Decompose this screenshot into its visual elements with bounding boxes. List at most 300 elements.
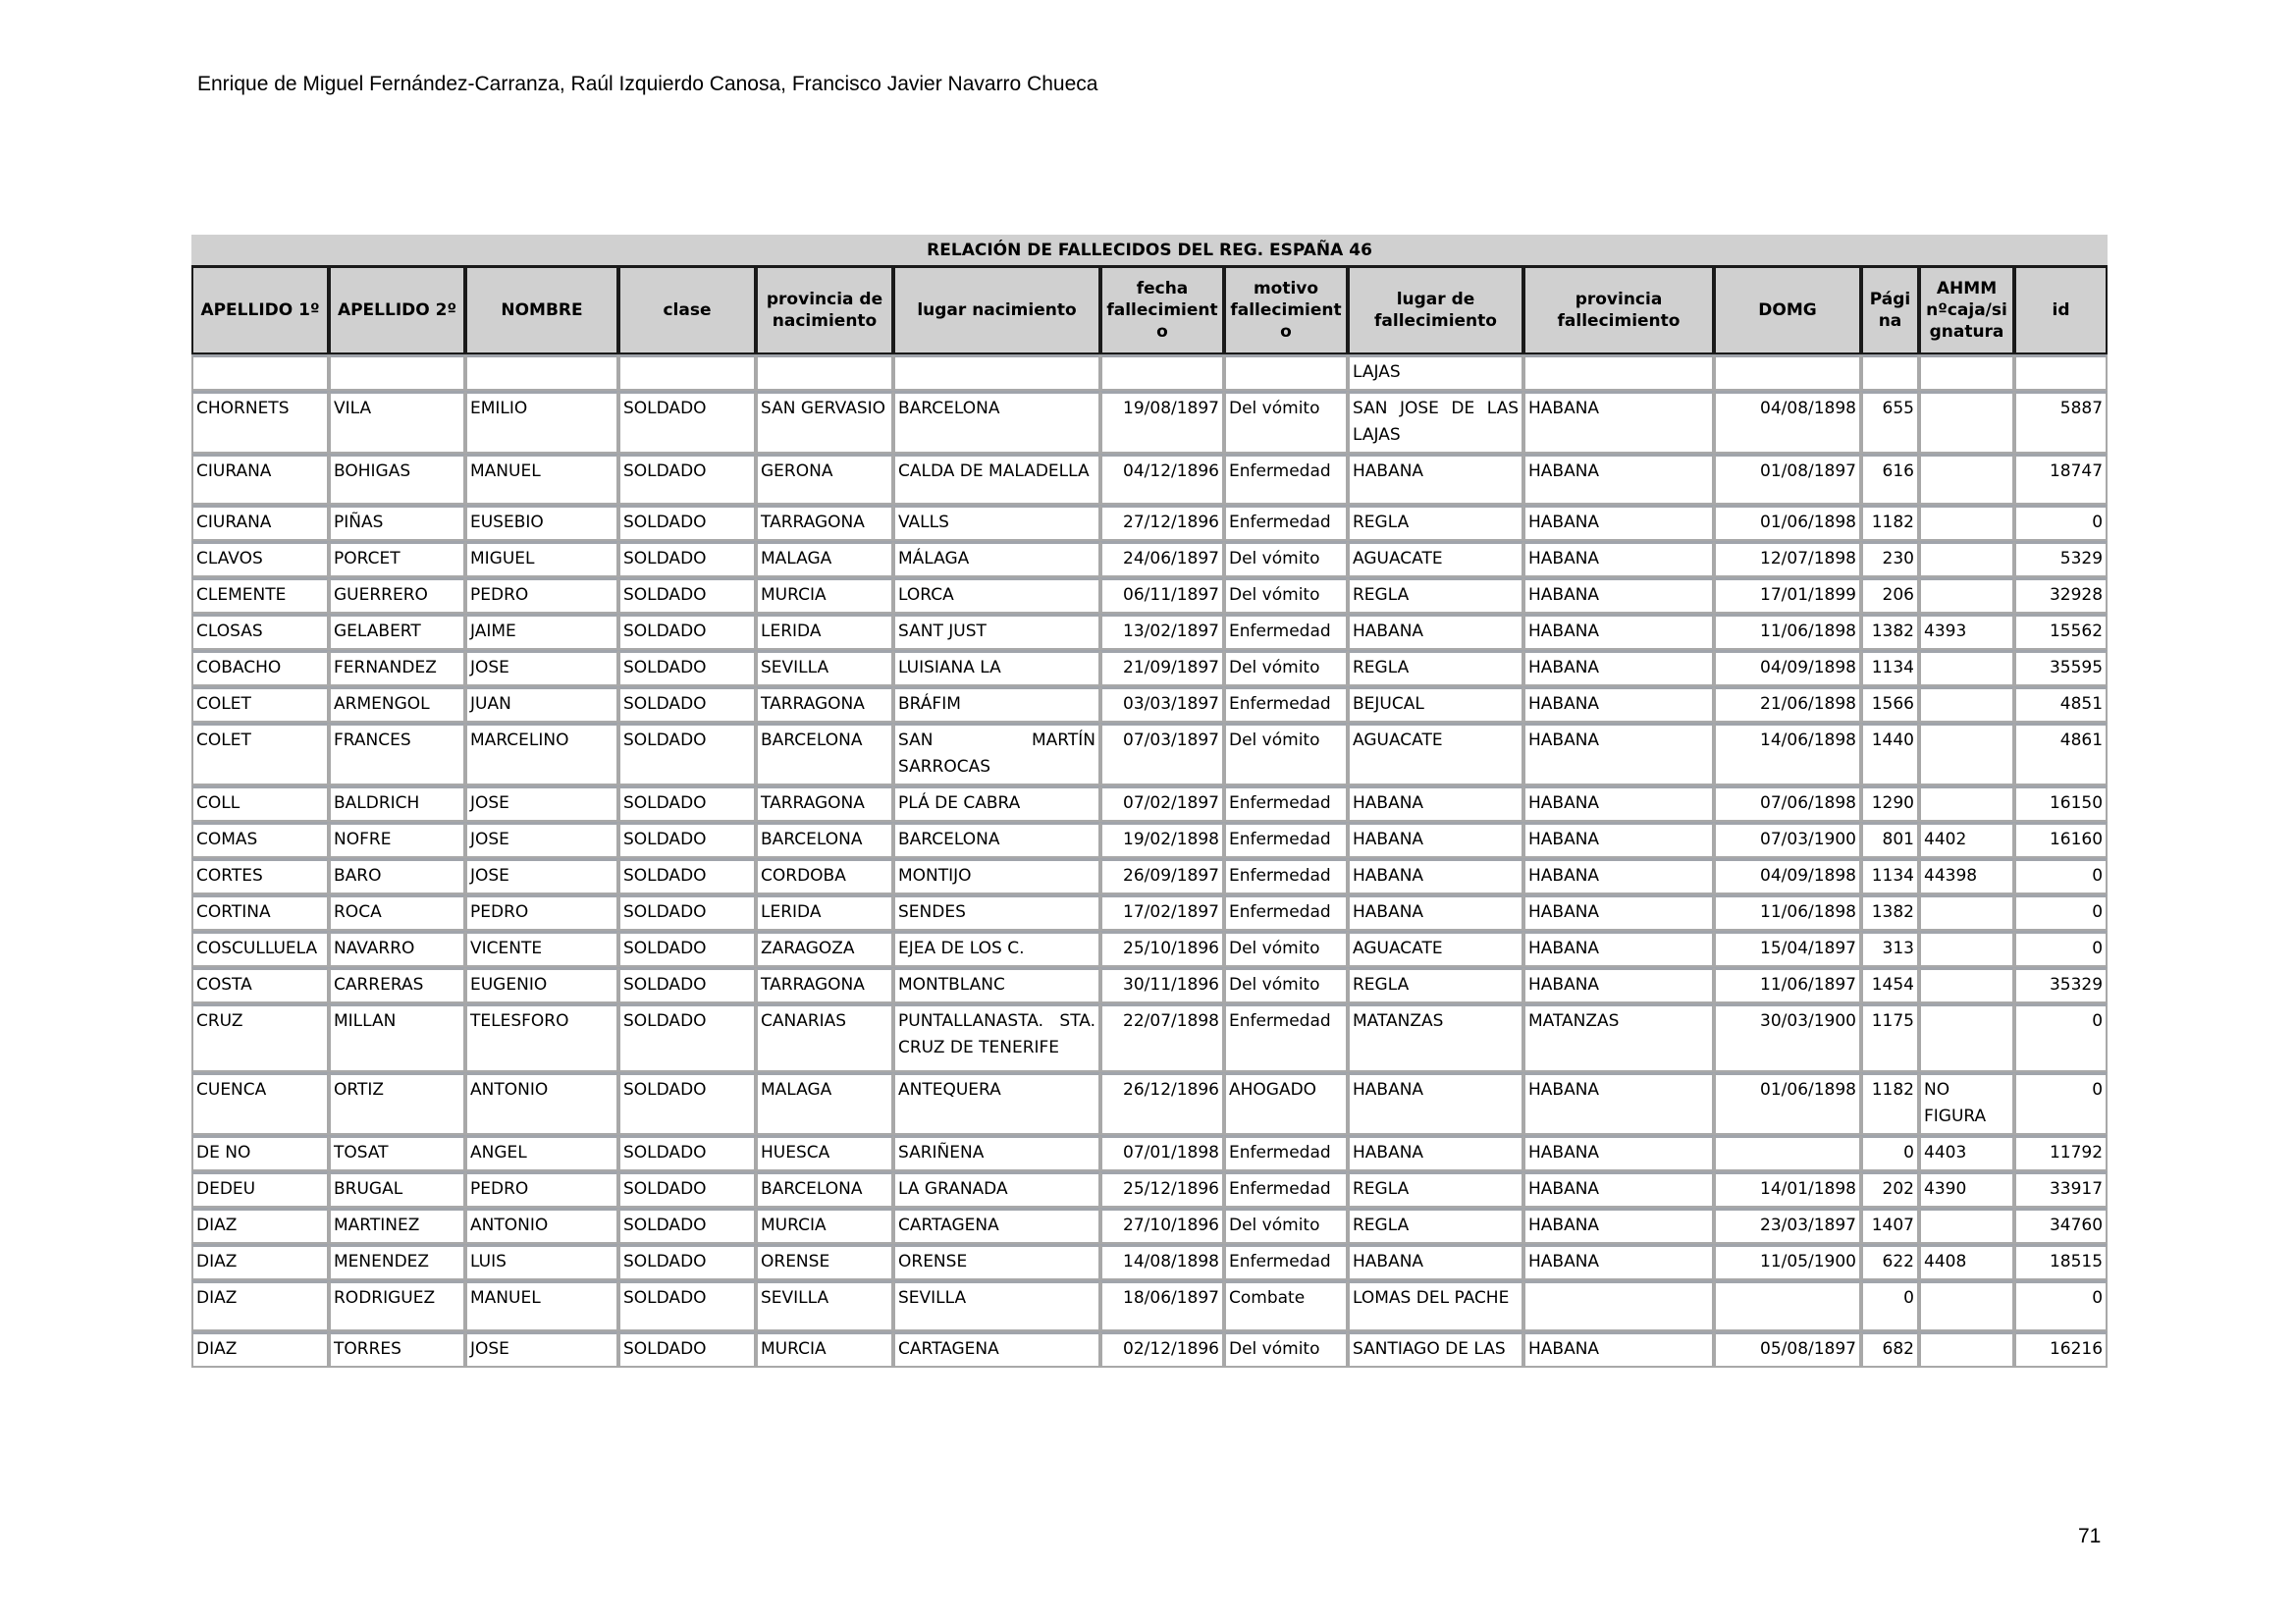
cell-pagina: 801 [1861,822,1919,858]
cell-apellido-2: FERNANDEZ [329,650,465,686]
cell-lugar-fallecimiento: MATANZAS [1348,1003,1523,1072]
cell-nombre: ANTONIO [465,1072,618,1135]
cell-clase: SOLDADO [618,822,756,858]
cell-ahmm-signatura [1919,354,2014,391]
cell-apellido-2 [329,354,465,391]
cell-apellido-1: CLOSAS [191,614,329,650]
cell-id: 33917 [2014,1171,2108,1208]
column-header-nombre: NOMBRE [465,265,618,354]
column-header-domg: DOMG [1714,265,1861,354]
cell-apellido-1: COMAS [191,822,329,858]
cell-motivo-fallecimiento: AHOGADO [1224,1072,1348,1135]
cell-nombre: JOSE [465,1331,618,1368]
cell-apellido-1: CUENCA [191,1072,329,1135]
cell-motivo-fallecimiento: Del vómito [1224,723,1348,785]
cell-apellido-1: CRUZ [191,1003,329,1072]
cell-apellido-2: MENENDEZ [329,1244,465,1280]
cell-apellido-1: CORTES [191,858,329,894]
cell-pagina [1861,354,1919,391]
cell-clase: SOLDADO [618,1003,756,1072]
cell-apellido-1: CIURANA [191,505,329,541]
cell-domg: 21/06/1898 [1714,686,1861,723]
cell-ahmm-signatura [1919,541,2014,577]
cell-nombre: PEDRO [465,894,618,931]
cell-provincia-nacimiento: MURCIA [756,1208,893,1244]
cell-provincia-nacimiento: ZARAGOZA [756,931,893,967]
cell-nombre: MANUEL [465,1280,618,1331]
cell-pagina: 1382 [1861,614,1919,650]
cell-nombre: JOSE [465,785,618,822]
cell-provincia-nacimiento: CORDOBA [756,858,893,894]
cell-provincia-fallecimiento [1523,1280,1714,1331]
cell-ahmm-signatura [1919,1003,2014,1072]
cell-motivo-fallecimiento: Enfermedad [1224,894,1348,931]
cell-fecha-fallecimiento: 19/08/1897 [1100,391,1224,454]
cell-lugar-nacimiento: BARCELONA [893,822,1100,858]
cell-clase: SOLDADO [618,1244,756,1280]
table-title: RELACIÓN DE FALLECIDOS DEL REG. ESPAÑA 46 [191,235,2108,265]
table-body [191,354,2108,1368]
cell-pagina: 1566 [1861,686,1919,723]
cell-provincia-fallecimiento [1523,354,1714,391]
cell-nombre: EUGENIO [465,967,618,1003]
cell-motivo-fallecimiento: Del vómito [1224,650,1348,686]
cell-motivo-fallecimiento: Combate [1224,1280,1348,1331]
cell-provincia-fallecimiento: HABANA [1523,541,1714,577]
table-row [191,1244,2108,1280]
cell-lugar-fallecimiento: REGLA [1348,1208,1523,1244]
cell-apellido-1: COSTA [191,967,329,1003]
cell-ahmm-signatura [1919,723,2014,785]
cell-pagina: 0 [1861,1135,1919,1171]
cell-nombre: ANTONIO [465,1208,618,1244]
cell-apellido-1: DIAZ [191,1331,329,1368]
cell-fecha-fallecimiento: 18/06/1897 [1100,1280,1224,1331]
cell-id: 5329 [2014,541,2108,577]
cell-motivo-fallecimiento: Del vómito [1224,391,1348,454]
cell-provincia-nacimiento: GERONA [756,454,893,505]
cell-apellido-2: GELABERT [329,614,465,650]
cell-clase: SOLDADO [618,454,756,505]
cell-apellido-1: COLET [191,723,329,785]
cell-fecha-fallecimiento: 14/08/1898 [1100,1244,1224,1280]
cell-clase: SOLDADO [618,785,756,822]
cell-provincia-fallecimiento: HABANA [1523,391,1714,454]
cell-id: 0 [2014,894,2108,931]
column-header-lugar-nacimiento: lugar nacimiento [893,265,1100,354]
cell-pagina: 1407 [1861,1208,1919,1244]
cell-motivo-fallecimiento: Enfermedad [1224,454,1348,505]
cell-nombre: JUAN [465,686,618,723]
cell-motivo-fallecimiento: Enfermedad [1224,614,1348,650]
cell-fecha-fallecimiento [1100,354,1224,391]
cell-apellido-1: DIAZ [191,1280,329,1331]
cell-provincia-nacimiento: MURCIA [756,577,893,614]
cell-id: 34760 [2014,1208,2108,1244]
cell-lugar-fallecimiento: AGUACATE [1348,541,1523,577]
cell-provincia-nacimiento [756,354,893,391]
cell-pagina: 0 [1861,1280,1919,1331]
cell-id: 18515 [2014,1244,2108,1280]
cell-provincia-fallecimiento: HABANA [1523,894,1714,931]
cell-pagina: 313 [1861,931,1919,967]
cell-ahmm-signatura [1919,1208,2014,1244]
cell-motivo-fallecimiento: Enfermedad [1224,686,1348,723]
cell-fecha-fallecimiento: 02/12/1896 [1100,1331,1224,1368]
cell-lugar-fallecimiento: HABANA [1348,785,1523,822]
column-header-id: id [2014,265,2108,354]
cell-provincia-nacimiento: BARCELONA [756,822,893,858]
column-header-ahmm-signatura: AHMM nºcaja/si gnatura [1919,265,2014,354]
cell-lugar-fallecimiento: HABANA [1348,454,1523,505]
cell-clase: SOLDADO [618,1135,756,1171]
cell-ahmm-signatura: 4408 [1919,1244,2014,1280]
cell-provincia-fallecimiento: HABANA [1523,931,1714,967]
cell-provincia-nacimiento: BARCELONA [756,723,893,785]
cell-fecha-fallecimiento: 27/12/1896 [1100,505,1224,541]
cell-id: 0 [2014,1280,2108,1331]
cell-domg: 12/07/1898 [1714,541,1861,577]
cell-apellido-2: BRUGAL [329,1171,465,1208]
cell-ahmm-signatura [1919,785,2014,822]
table-row [191,686,2108,723]
cell-apellido-2: PIÑAS [329,505,465,541]
cell-provincia-nacimiento: MURCIA [756,1331,893,1368]
cell-lugar-fallecimiento: REGLA [1348,650,1523,686]
cell-clase [618,354,756,391]
cell-id: 0 [2014,858,2108,894]
cell-apellido-1: DE NO [191,1135,329,1171]
cell-lugar-nacimiento: ANTEQUERA [893,1072,1100,1135]
cell-domg: 07/03/1900 [1714,822,1861,858]
cell-lugar-nacimiento: LORCA [893,577,1100,614]
cell-pagina: 1382 [1861,894,1919,931]
cell-pagina: 206 [1861,577,1919,614]
cell-lugar-nacimiento: PLÁ DE CABRA [893,785,1100,822]
cell-motivo-fallecimiento: Del vómito [1224,1208,1348,1244]
cell-id: 16150 [2014,785,2108,822]
table-row [191,894,2108,931]
cell-ahmm-signatura [1919,505,2014,541]
cell-lugar-nacimiento: MÁLAGA [893,541,1100,577]
cell-provincia-fallecimiento: HABANA [1523,505,1714,541]
cell-domg [1714,1135,1861,1171]
cell-domg: 01/06/1898 [1714,505,1861,541]
column-header-lugar-fallecimiento: lugar de fallecimiento [1348,265,1523,354]
cell-lugar-nacimiento: LA GRANADA [893,1171,1100,1208]
cell-apellido-1: CIURANA [191,454,329,505]
cell-clase: SOLDADO [618,723,756,785]
cell-lugar-nacimiento: SARIÑENA [893,1135,1100,1171]
cell-lugar-nacimiento: BARCELONA [893,391,1100,454]
cell-nombre [465,354,618,391]
cell-clase: SOLDADO [618,858,756,894]
cell-ahmm-signatura: 4402 [1919,822,2014,858]
table-row [191,1331,2108,1368]
cell-clase: SOLDADO [618,1208,756,1244]
cell-ahmm-signatura [1919,577,2014,614]
cell-nombre: JOSE [465,822,618,858]
cell-lugar-nacimiento: MONTIJO [893,858,1100,894]
cell-ahmm-signatura: NO FIGURA [1919,1072,2014,1135]
cell-provincia-nacimiento: ORENSE [756,1244,893,1280]
cell-apellido-1: CORTINA [191,894,329,931]
cell-fecha-fallecimiento: 21/09/1897 [1100,650,1224,686]
cell-provincia-fallecimiento: HABANA [1523,1208,1714,1244]
cell-ahmm-signatura: 4403 [1919,1135,2014,1171]
cell-provincia-nacimiento: HUESCA [756,1135,893,1171]
cell-clase: SOLDADO [618,1280,756,1331]
table-row [191,577,2108,614]
cell-apellido-2: RODRIGUEZ [329,1280,465,1331]
cell-provincia-fallecimiento: HABANA [1523,1135,1714,1171]
cell-lugar-fallecimiento: REGLA [1348,505,1523,541]
cell-pagina: 616 [1861,454,1919,505]
table-row [191,785,2108,822]
cell-apellido-2: ROCA [329,894,465,931]
cell-lugar-fallecimiento: HABANA [1348,614,1523,650]
cell-apellido-2: FRANCES [329,723,465,785]
cell-provincia-nacimiento: SEVILLA [756,650,893,686]
cell-domg: 05/08/1897 [1714,1331,1861,1368]
cell-provincia-nacimiento: TARRAGONA [756,686,893,723]
cell-provincia-nacimiento: BARCELONA [756,1171,893,1208]
cell-clase: SOLDADO [618,650,756,686]
cell-clase: SOLDADO [618,577,756,614]
cell-pagina: 1134 [1861,858,1919,894]
cell-motivo-fallecimiento [1224,354,1348,391]
cell-lugar-nacimiento: ORENSE [893,1244,1100,1280]
table-row [191,650,2108,686]
cell-id: 11792 [2014,1135,2108,1171]
cell-fecha-fallecimiento: 22/07/1898 [1100,1003,1224,1072]
cell-lugar-nacimiento: EJEA DE LOS C. [893,931,1100,967]
cell-clase: SOLDADO [618,541,756,577]
cell-domg: 11/05/1900 [1714,1244,1861,1280]
cell-domg [1714,1280,1861,1331]
cell-apellido-2: ARMENGOL [329,686,465,723]
cell-id: 18747 [2014,454,2108,505]
cell-apellido-2: CARRERAS [329,967,465,1003]
cell-motivo-fallecimiento: Del vómito [1224,931,1348,967]
cell-domg: 23/03/1897 [1714,1208,1861,1244]
cell-fecha-fallecimiento: 26/09/1897 [1100,858,1224,894]
cell-pagina: 1454 [1861,967,1919,1003]
cell-ahmm-signatura [1919,1280,2014,1331]
cell-pagina: 1182 [1861,1072,1919,1135]
cell-apellido-1: CLAVOS [191,541,329,577]
cell-provincia-fallecimiento: HABANA [1523,822,1714,858]
cell-fecha-fallecimiento: 13/02/1897 [1100,614,1224,650]
cell-pagina: 1290 [1861,785,1919,822]
cell-ahmm-signatura [1919,391,2014,454]
cell-ahmm-signatura: 44398 [1919,858,2014,894]
cell-pagina: 655 [1861,391,1919,454]
cell-pagina: 1134 [1861,650,1919,686]
cell-provincia-fallecimiento: HABANA [1523,785,1714,822]
cell-domg: 30/03/1900 [1714,1003,1861,1072]
cell-apellido-1 [191,354,329,391]
cell-nombre: ANGEL [465,1135,618,1171]
cell-nombre: TELESFORO [465,1003,618,1072]
column-header-fecha-fallecimiento: fecha fallecimient o [1100,265,1224,354]
cell-apellido-2: NOFRE [329,822,465,858]
cell-lugar-fallecimiento: BEJUCAL [1348,686,1523,723]
cell-clase: SOLDADO [618,391,756,454]
cell-clase: SOLDADO [618,505,756,541]
cell-provincia-fallecimiento: HABANA [1523,1072,1714,1135]
cell-id: 0 [2014,931,2108,967]
cell-lugar-fallecimiento: LAJAS [1348,354,1523,391]
cell-motivo-fallecimiento: Enfermedad [1224,1135,1348,1171]
cell-fecha-fallecimiento: 03/03/1897 [1100,686,1224,723]
cell-domg: 11/06/1898 [1714,894,1861,931]
cell-pagina: 230 [1861,541,1919,577]
cell-nombre: MARCELINO [465,723,618,785]
cell-ahmm-signatura [1919,686,2014,723]
cell-motivo-fallecimiento: Enfermedad [1224,785,1348,822]
cell-apellido-2: TOSAT [329,1135,465,1171]
cell-domg: 17/01/1899 [1714,577,1861,614]
cell-provincia-fallecimiento: HABANA [1523,686,1714,723]
cell-id: 4851 [2014,686,2108,723]
cell-clase: SOLDADO [618,931,756,967]
cell-domg: 04/08/1898 [1714,391,1861,454]
cell-provincia-nacimiento: SAN GERVASIO [756,391,893,454]
cell-lugar-fallecimiento: AGUACATE [1348,723,1523,785]
cell-clase: SOLDADO [618,1331,756,1368]
cell-nombre: JAIME [465,614,618,650]
cell-provincia-nacimiento: SEVILLA [756,1280,893,1331]
cell-apellido-1: COLET [191,686,329,723]
column-header-motivo-fallecimiento: motivo fallecimient o [1224,265,1348,354]
cell-motivo-fallecimiento: Enfermedad [1224,822,1348,858]
cell-lugar-nacimiento: LUISIANA LA [893,650,1100,686]
cell-lugar-fallecimiento: AGUACATE [1348,931,1523,967]
cell-lugar-nacimiento: SENDES [893,894,1100,931]
table-row [191,967,2108,1003]
cell-id: 15562 [2014,614,2108,650]
table-row [191,858,2108,894]
cell-apellido-2: TORRES [329,1331,465,1368]
cell-provincia-fallecimiento: HABANA [1523,650,1714,686]
cell-lugar-fallecimiento: HABANA [1348,822,1523,858]
cell-id: 32928 [2014,577,2108,614]
cell-apellido-2: PORCET [329,541,465,577]
cell-apellido-2: MARTINEZ [329,1208,465,1244]
cell-motivo-fallecimiento: Del vómito [1224,967,1348,1003]
cell-pagina: 1182 [1861,505,1919,541]
cell-motivo-fallecimiento: Del vómito [1224,577,1348,614]
cell-fecha-fallecimiento: 26/12/1896 [1100,1072,1224,1135]
cell-id: 16160 [2014,822,2108,858]
cell-lugar-fallecimiento: HABANA [1348,894,1523,931]
cell-fecha-fallecimiento: 06/11/1897 [1100,577,1224,614]
cell-apellido-2: ORTIZ [329,1072,465,1135]
cell-clase: SOLDADO [618,686,756,723]
cell-domg: 04/09/1898 [1714,650,1861,686]
cell-fecha-fallecimiento: 19/02/1898 [1100,822,1224,858]
cell-provincia-nacimiento: MALAGA [756,1072,893,1135]
cell-domg: 01/06/1898 [1714,1072,1861,1135]
cell-ahmm-signatura [1919,454,2014,505]
cell-provincia-nacimiento: MALAGA [756,541,893,577]
cell-motivo-fallecimiento: Del vómito [1224,1331,1348,1368]
cell-ahmm-signatura: 4390 [1919,1171,2014,1208]
cell-lugar-fallecimiento: REGLA [1348,577,1523,614]
cell-domg: 14/01/1898 [1714,1171,1861,1208]
cell-apellido-2: BOHIGAS [329,454,465,505]
cell-ahmm-signatura [1919,650,2014,686]
cell-apellido-1: DIAZ [191,1208,329,1244]
cell-nombre: LUIS [465,1244,618,1280]
cell-apellido-2: MILLAN [329,1003,465,1072]
cell-apellido-2: GUERRERO [329,577,465,614]
cell-pagina: 622 [1861,1244,1919,1280]
cell-provincia-fallecimiento: HABANA [1523,1331,1714,1368]
cell-provincia-fallecimiento: HABANA [1523,1244,1714,1280]
cell-provincia-nacimiento: TARRAGONA [756,967,893,1003]
cell-lugar-fallecimiento: REGLA [1348,1171,1523,1208]
table-row [191,931,2108,967]
cell-motivo-fallecimiento: Enfermedad [1224,1244,1348,1280]
cell-id: 5887 [2014,391,2108,454]
cell-lugar-fallecimiento: HABANA [1348,1135,1523,1171]
cell-lugar-nacimiento: MONTBLANC [893,967,1100,1003]
column-header-apellido-1: APELLIDO 1º [191,265,329,354]
cell-nombre: MANUEL [465,454,618,505]
table-row [191,614,2108,650]
cell-lugar-fallecimiento: LOMAS DEL PACHE [1348,1280,1523,1331]
table-row [191,822,2108,858]
cell-clase: SOLDADO [618,894,756,931]
table-row [191,1003,2108,1072]
cell-domg: 04/09/1898 [1714,858,1861,894]
cell-nombre: MIGUEL [465,541,618,577]
cell-lugar-nacimiento: SEVILLA [893,1280,1100,1331]
cell-domg: 15/04/1897 [1714,931,1861,967]
cell-ahmm-signatura [1919,894,2014,931]
cell-id: 0 [2014,1072,2108,1135]
cell-provincia-nacimiento: LERIDA [756,614,893,650]
cell-apellido-1: COSCULLUELA [191,931,329,967]
cell-clase: SOLDADO [618,1072,756,1135]
deceased-table-container [191,235,2108,1368]
cell-pagina: 682 [1861,1331,1919,1368]
deceased-table [191,235,2108,1368]
cell-provincia-nacimiento: TARRAGONA [756,505,893,541]
cell-lugar-nacimiento: CARTAGENA [893,1331,1100,1368]
cell-lugar-fallecimiento: HABANA [1348,858,1523,894]
cell-provincia-fallecimiento: HABANA [1523,614,1714,650]
cell-lugar-nacimiento: CALDA DE MALADELLA [893,454,1100,505]
cell-domg: 11/06/1897 [1714,967,1861,1003]
cell-clase: SOLDADO [618,967,756,1003]
cell-id: 0 [2014,1003,2108,1072]
table-row [191,723,2108,785]
cell-fecha-fallecimiento: 30/11/1896 [1100,967,1224,1003]
table-row [191,1280,2108,1331]
cell-fecha-fallecimiento: 25/10/1896 [1100,931,1224,967]
cell-provincia-nacimiento: LERIDA [756,894,893,931]
table-row [191,1208,2108,1244]
table-header-row [191,265,2108,354]
cell-nombre: PEDRO [465,577,618,614]
cell-apellido-1: DIAZ [191,1244,329,1280]
cell-pagina: 1440 [1861,723,1919,785]
cell-pagina: 202 [1861,1171,1919,1208]
cell-fecha-fallecimiento: 24/06/1897 [1100,541,1224,577]
